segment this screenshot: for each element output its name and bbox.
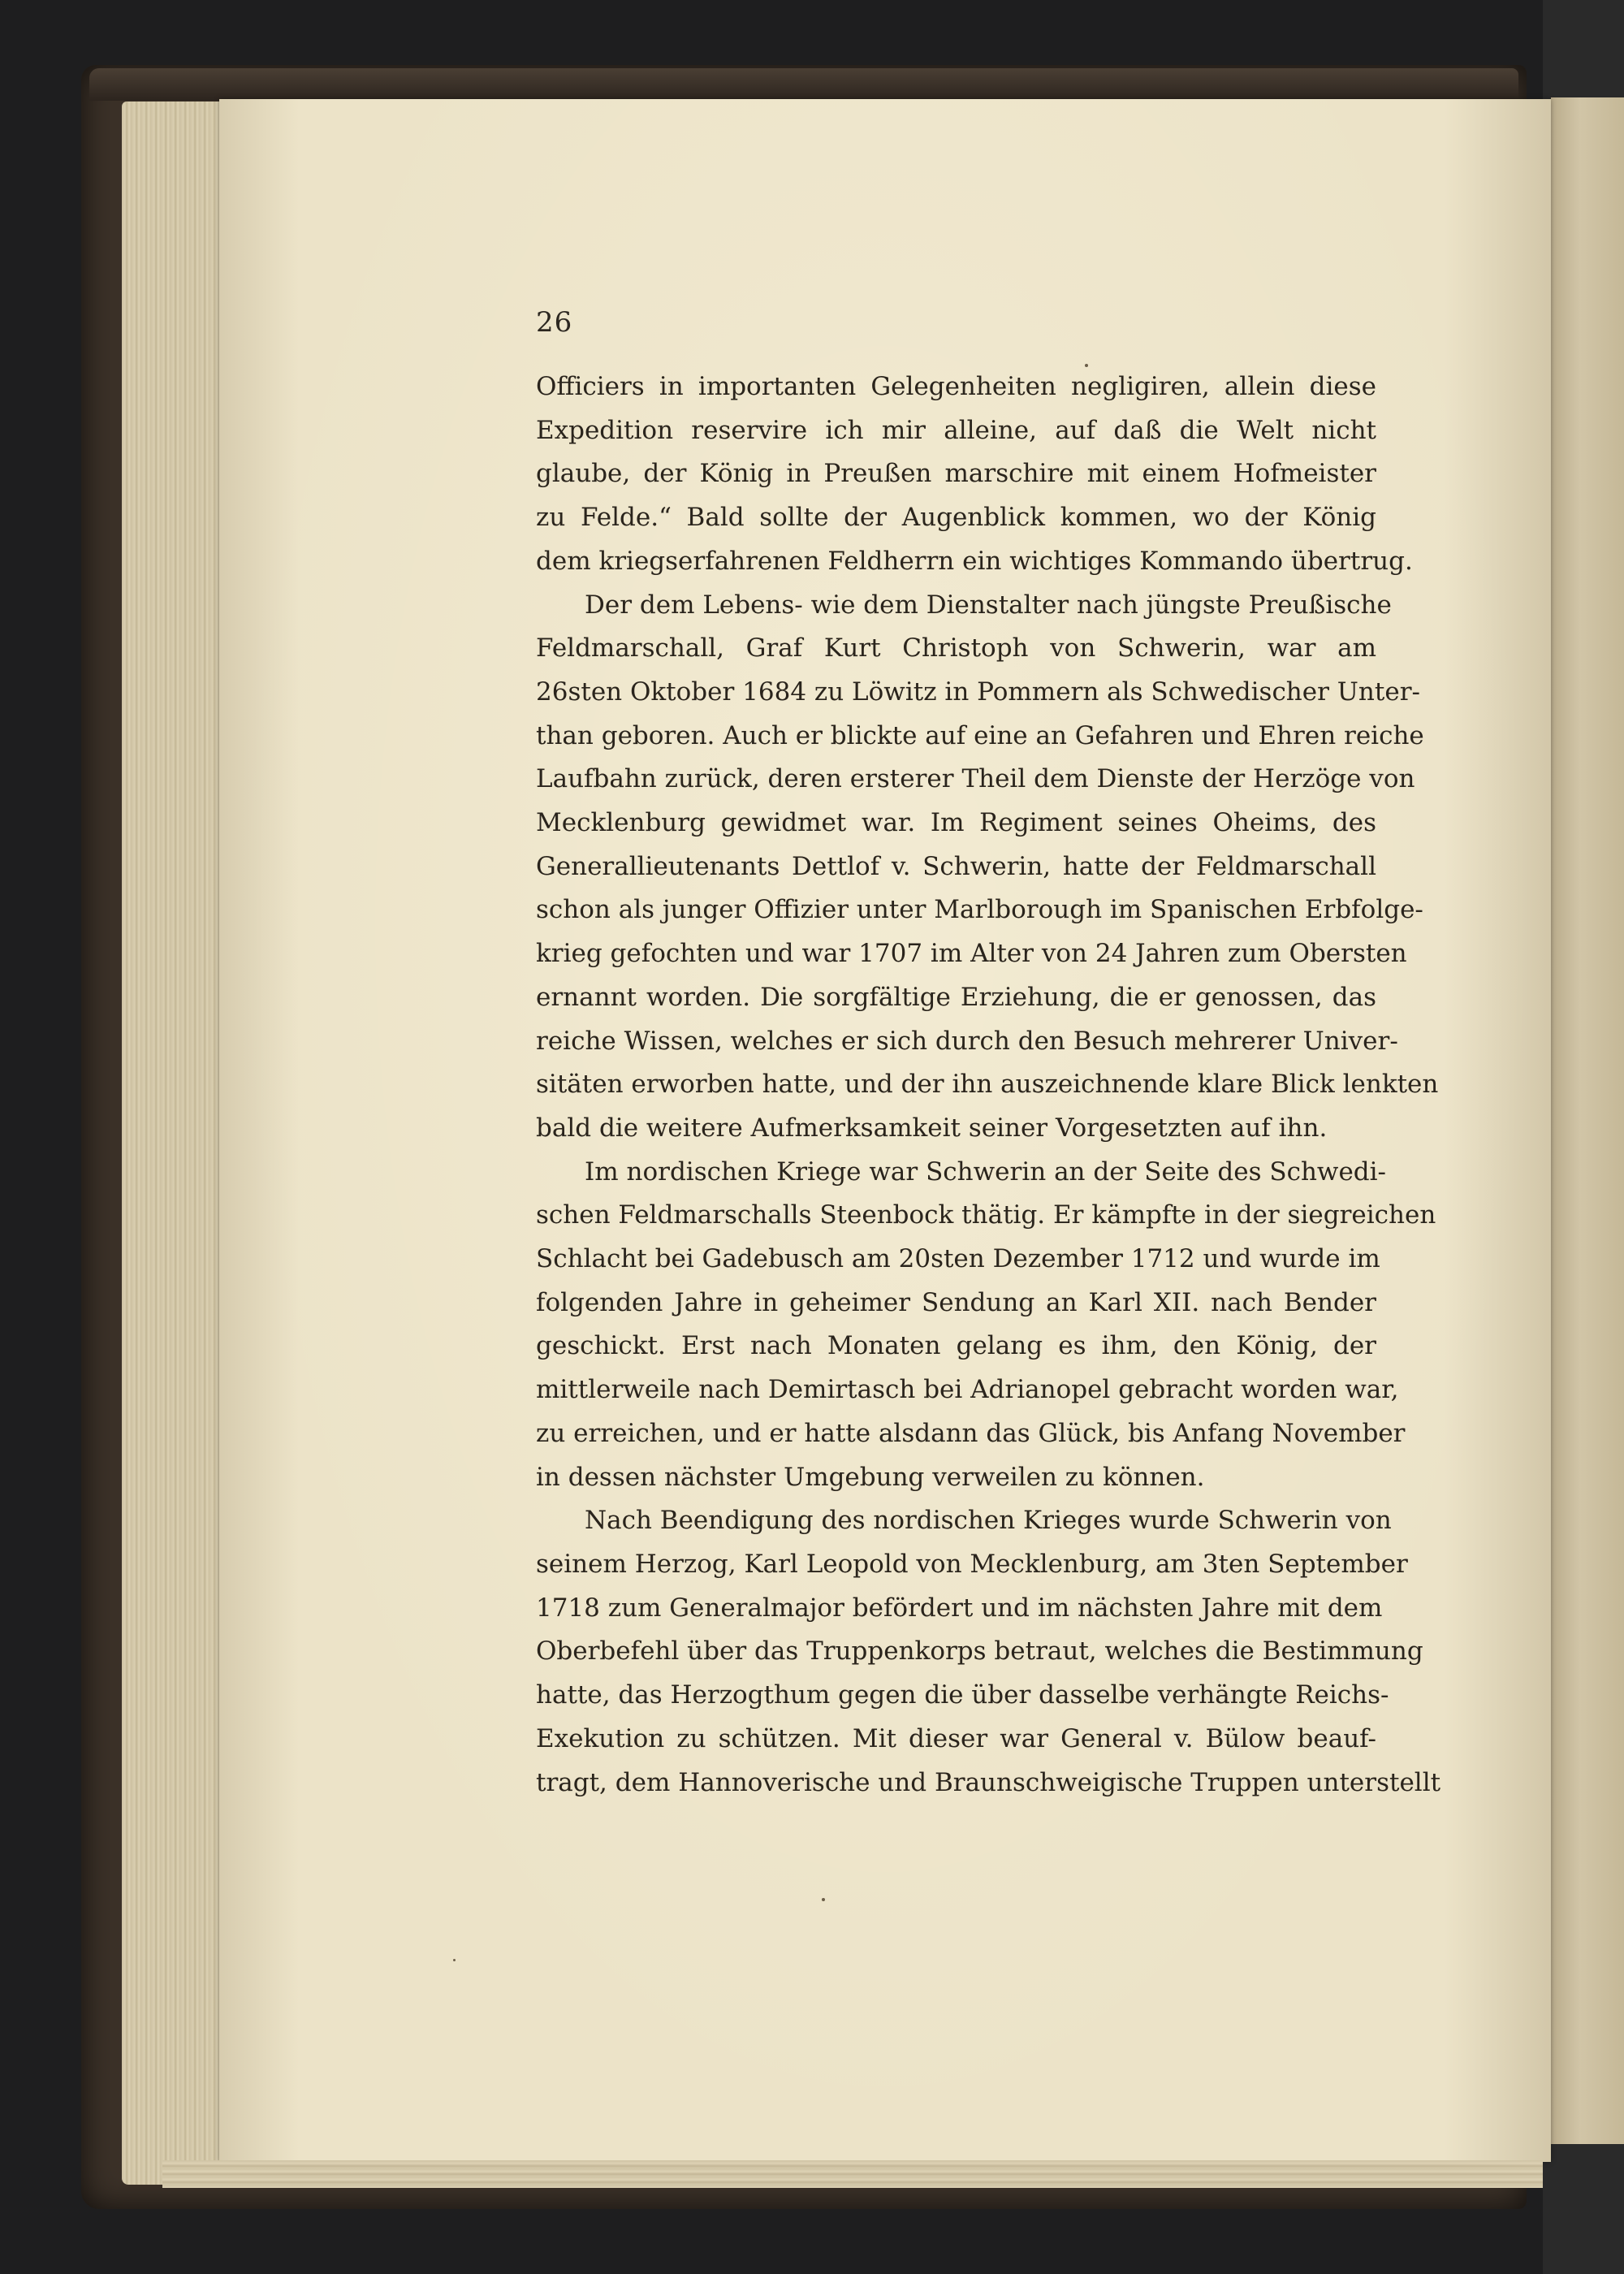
paragraph: [536, 584, 1439, 1151]
text-line: hatte, das Herzogthum gegen die über dasselbe verhängte Reichs-: [536, 1680, 1389, 1710]
text-line: Generallieutenants Dettlof v. Schwerin, hatte der Feldmarschall: [536, 851, 1376, 881]
text-line: ernannt worden. Die sorgfältige Erziehung, die er genossen, das: [536, 982, 1376, 1012]
text-line: sitäten erworben hatte, und der ihn auszeichnende klare Blick lenkten: [536, 1070, 1439, 1100]
text-line: dem kriegserfahrenen Feldherrn ein wichtiges Kommando übertrug.: [536, 546, 1413, 576]
paragraph: [536, 1151, 1436, 1500]
page-body-text: [536, 365, 1441, 1805]
text-line: krieg gefochten und war 1707 im Alter von 24 Jahren zum Obersten: [536, 939, 1407, 969]
text-line: reiche Wissen, welches er sich durch den Besuch mehrerer Univer-: [536, 1026, 1398, 1056]
text-line: zu erreichen, und er hatte alsdann das Glück, bis Anfang November: [536, 1418, 1406, 1448]
text-line: bald die weitere Aufmerksamkeit seiner Vorgesetzten auf ihn.: [536, 1113, 1328, 1143]
text-line: 1718 zum Generalmajor befördert und im nächsten Jahre mit dem: [536, 1593, 1383, 1623]
text-line: Der dem Lebens- wie dem Dienstalter nach jüngste Preußische: [585, 590, 1392, 620]
text-line: Officiers in importanten Gelegenheiten negligiren, allein diese: [536, 372, 1376, 401]
text-line: Im nordischen Kriege war Schwerin an der Seite des Schwedi-: [585, 1156, 1387, 1187]
paragraph: [536, 1499, 1441, 1805]
text-line: glaube, der König in Preußen marschire mit einem Hofmeister: [536, 459, 1376, 489]
text-line: Expedition reservire ich mir alleine, auf daß die Welt nicht: [536, 415, 1376, 445]
page-stack-edges-left: [122, 102, 227, 2185]
text-line: zu Felde.“ Bald sollte der Augenblick kommen, wo der König: [536, 503, 1376, 533]
text-line: folgenden Jahre in geheimer Sendung an Karl XII. nach Bender: [536, 1287, 1376, 1317]
page-stack-edges-bottom: [162, 2160, 1543, 2188]
text-line: mittlerweile nach Demirtasch bei Adrianopel gebracht worden war,: [536, 1375, 1399, 1405]
page-number: 26: [536, 306, 573, 339]
text-line: schen Feldmarschalls Steenbock thätig. Er kämpfte in der siegreichen: [536, 1200, 1436, 1230]
text-line: Nach Beendigung des nordischen Krieges wurde Schwerin von: [585, 1506, 1392, 1536]
paper-speck: [1085, 364, 1088, 367]
text-line: Oberbefehl über das Truppenkorps betraut, welches die Bestimmung: [536, 1636, 1423, 1667]
text-line: in dessen nächster Umgebung verweilen zu können.: [536, 1462, 1205, 1492]
paragraph: [536, 365, 1413, 584]
text-line: schon als junger Offizier unter Marlborough im Spanischen Erbfolge-: [536, 895, 1423, 925]
facing-page-edge: [1551, 97, 1624, 2144]
text-line: tragt, dem Hannoverische und Braunschweigische Truppen unterstellt: [536, 1767, 1441, 1797]
text-line: Feldmarschall, Graf Kurt Christoph von Schwerin, war am: [536, 633, 1376, 664]
text-line: geschickt. Erst nach Monaten gelang es ihm, den König, der: [536, 1331, 1376, 1361]
text-line: Schlacht bei Gadebusch am 20sten Dezember 1712 und wurde im: [536, 1244, 1380, 1274]
text-line: than geboren. Auch er blickte auf eine an Gefahren und Ehren reiche: [536, 720, 1424, 750]
text-line: seinem Herzog, Karl Leopold von Mecklenburg, am 3ten September: [536, 1549, 1408, 1579]
text-line: Mecklenburg gewidmet war. Im Regiment seines Oheims, des: [536, 808, 1376, 838]
paper-speck: [822, 1898, 825, 1901]
text-line: Exekution zu schützen. Mit dieser war General v. Bülow beauf-: [536, 1723, 1376, 1753]
text-line: Laufbahn zurück, deren ersterer Theil dem Dienste der Herzöge von: [536, 764, 1415, 794]
text-line: 26sten Oktober 1684 zu Löwitz in Pommern als Schwedischer Unter-: [536, 677, 1420, 707]
book-cover-top-edge: [89, 68, 1518, 101]
paper-speck: [453, 1959, 456, 1961]
